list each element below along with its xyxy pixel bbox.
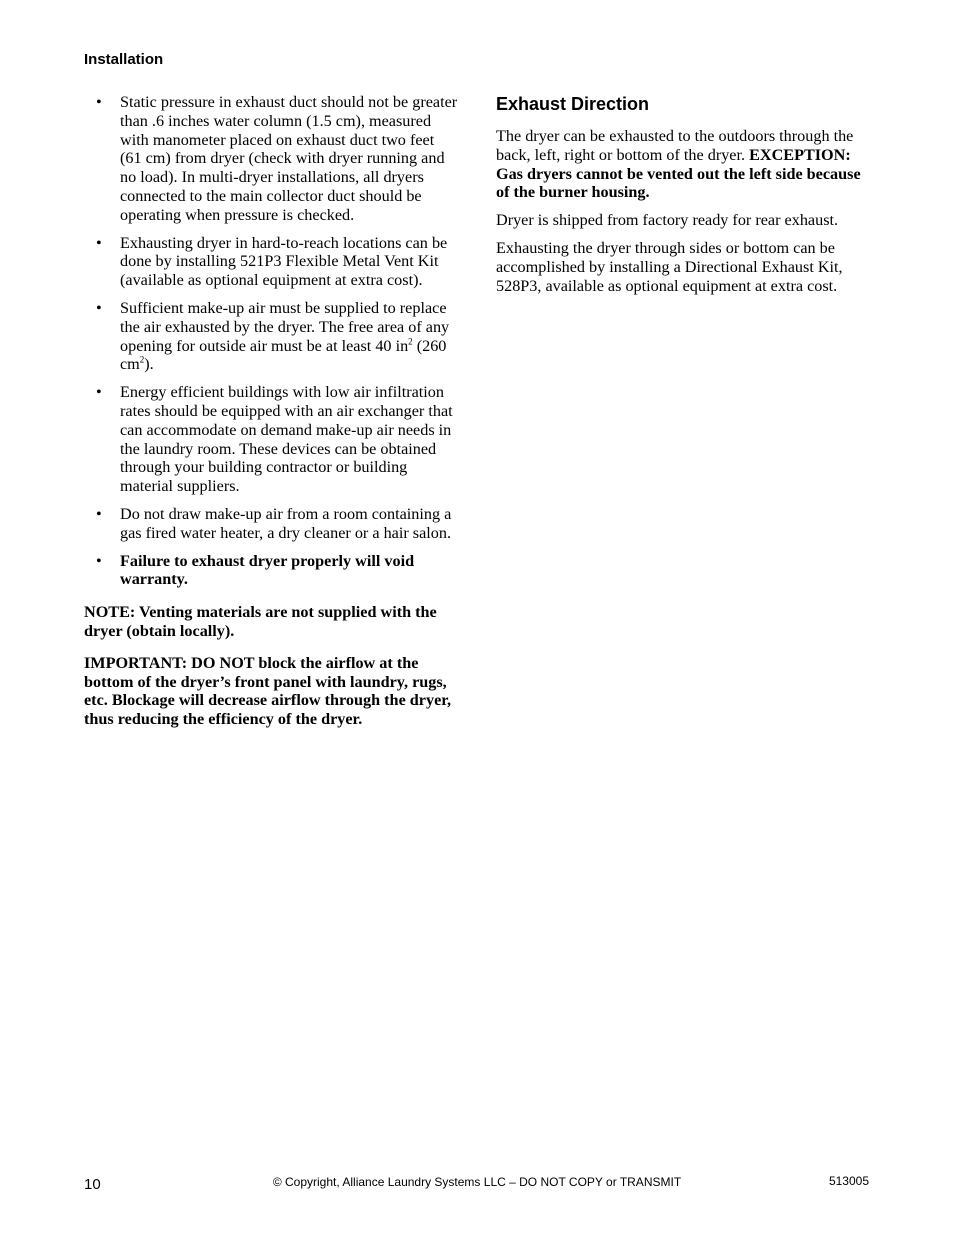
list-item: [84, 299, 459, 374]
paragraph-text: The dryer can be exhausted to the outdoors through the back, left, right or bottom of the dryer.: [496, 127, 854, 164]
superscript: 2: [408, 336, 413, 347]
list-item: [84, 552, 459, 590]
list-item-text: Do not draw make-up air from a room containing a gas fired water heater, a dry cleaner or a hair salon.: [120, 504, 452, 542]
page-number: 10: [84, 1176, 101, 1193]
list-item: [84, 234, 459, 290]
copyright-notice: © Copyright, Alliance Laundry Systems LLC – DO NOT COPY or TRANSMIT: [272, 1175, 682, 1189]
list-item-text: Exhausting dryer in hard-to-reach locations can be done by installing 521P3 Flexible Metal Vent Kit (available as optional equipment at extra cost).: [120, 233, 448, 290]
document-number: 513005: [828, 1174, 869, 1188]
paragraph: Exhausting the dryer through sides or bottom can be accomplished by installing a Directional Exhaust Kit, 528P3, available as optional equipment at extra cost.: [496, 238, 843, 295]
list-item-text: Failure to exhaust dryer properly will void warranty.: [120, 551, 415, 589]
bullet-icon: •: [96, 233, 102, 252]
list-item-text: Sufficient make-up air must be supplied to replace the air exhausted by the dryer. The free area of any opening for outside air must be at least 40 in: [120, 298, 450, 355]
paragraph: [496, 127, 871, 202]
bullet-icon: •: [96, 298, 102, 317]
requirements-list: [84, 93, 459, 589]
list-item-text: Energy efficient buildings with low air infiltration rates should be equipped with an air exchanger that can accommodate on demand make-up air needs in the laundry room. These devices can be obtained through your building contractor or building material suppliers.: [120, 383, 453, 496]
important-paragraph: IMPORTANT: DO NOT block the airflow at the bottom of the dryer’s front panel with laundry, rugs, etc. Blockage will decrease airflow through the dryer, thus reducing the efficiency of the dryer.: [84, 653, 452, 729]
list-item-text: Static pressure in exhaust duct should not be greater than .6 inches water column (1.5 cm), measured with manometer placed on exhaust duct two feet (61 cm) from dryer (check with dryer running and no load). In multi-dryer installations, all dryers connected to the main collector duct should be operating when pressure is checked.: [120, 93, 458, 224]
bullet-icon: •: [96, 93, 102, 111]
list-item-text-cont: (260 cm: [120, 336, 447, 374]
superscript: 2: [139, 354, 145, 365]
list-item-text-end: ).: [144, 355, 154, 374]
list-item: [84, 505, 459, 543]
paragraph: Dryer is shipped from factory ready for rear exhaust.: [496, 211, 839, 230]
left-column: [84, 93, 459, 738]
exception-text: EXCEPTION: Gas dryers cannot be vented out the left side because of the burner housing.: [496, 145, 861, 202]
bullet-icon: •: [96, 504, 102, 523]
note-paragraph: NOTE: Venting materials are not supplied with the dryer (obtain locally).: [84, 603, 437, 640]
right-column: [496, 93, 871, 304]
list-item: [84, 93, 459, 225]
bullet-icon: •: [96, 551, 102, 570]
list-item: [84, 383, 459, 496]
bullet-icon: •: [96, 383, 102, 402]
section-header: Installation: [84, 51, 164, 68]
section-heading: Exhaust Direction: [496, 94, 650, 114]
